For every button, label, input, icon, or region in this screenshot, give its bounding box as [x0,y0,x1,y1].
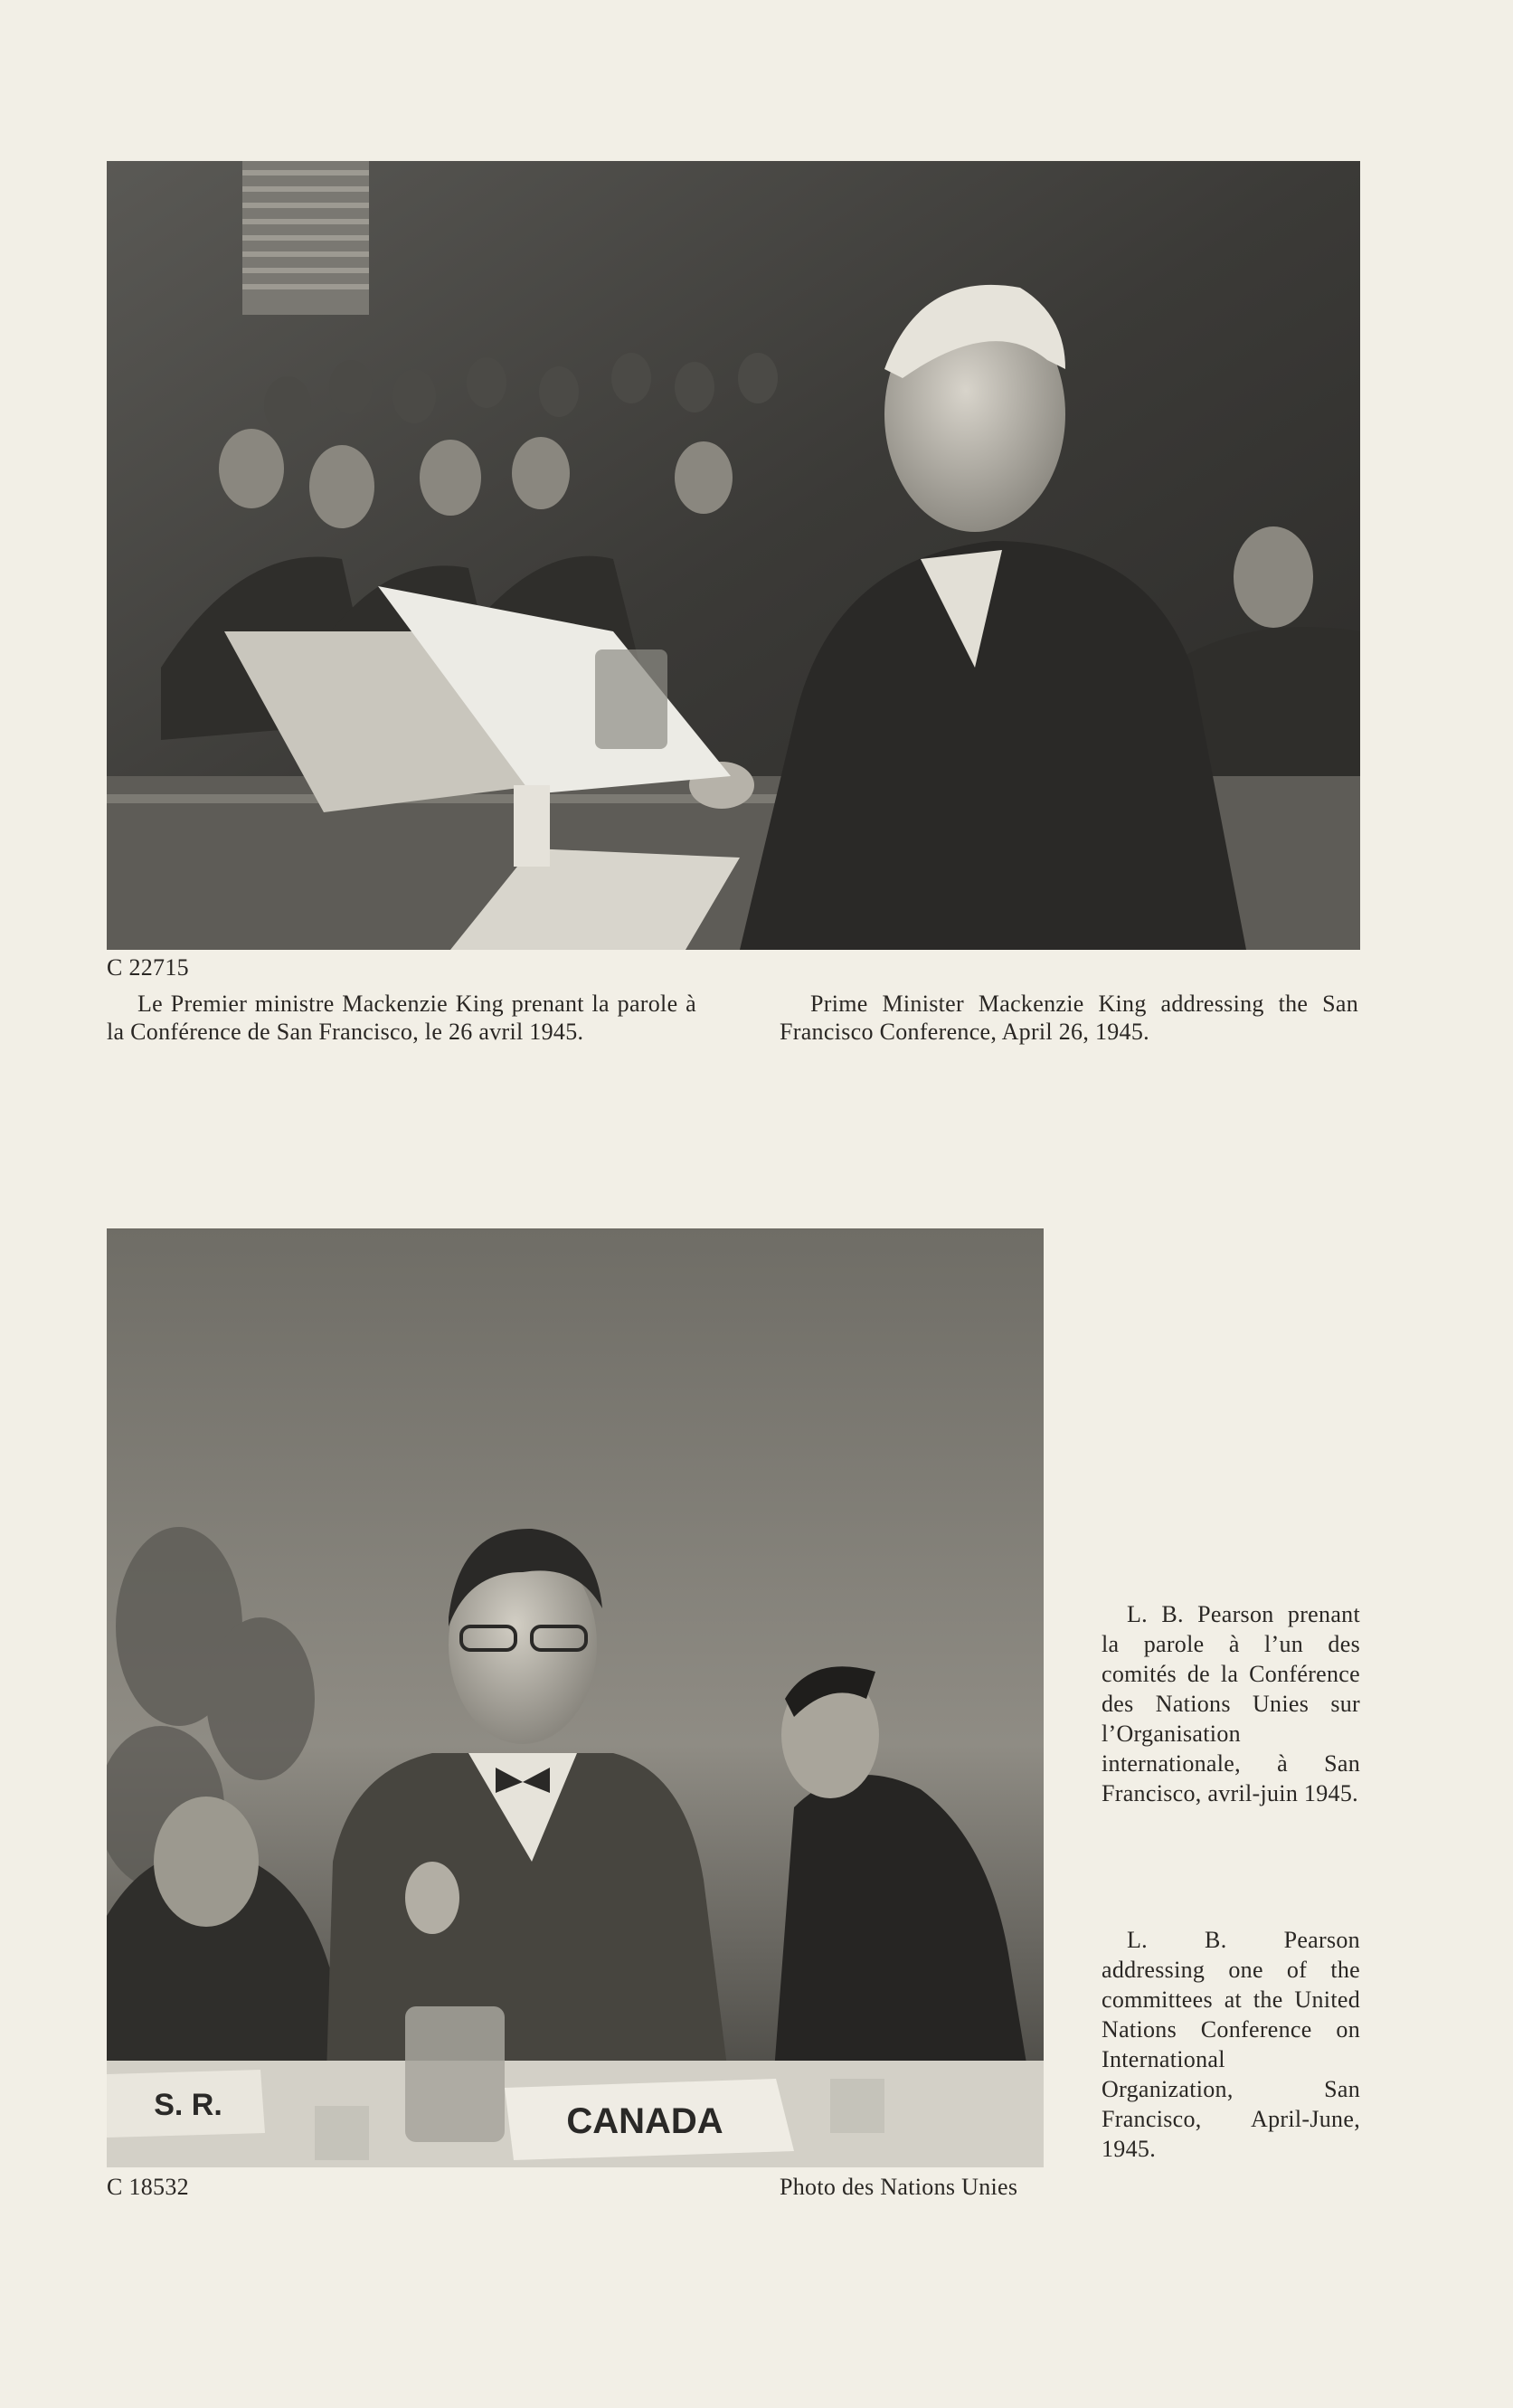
photo1-caption-en: Prime Minister Mackenzie King addressing the San Francisco Conference, April 26, 1945. [780,991,1358,1046]
photo-pearson-image [107,1228,1044,2167]
photo2-caption-fr: L. B. Pearson prenant la parole à l’un des comités de la Conférence des Nations Unies sur l’Organisation internationale, à San Francisco, avril-juin 1945. [1102,1601,1360,1807]
photo-mackenzie-king-image [107,161,1360,950]
photo2-caption-en: L. B. Pearson addressing one of the committees at the United Nations Conference on International Organization, San Francisco, April-June, 1945. [1102,1927,1360,2163]
photo-mackenzie-king [107,161,1360,950]
photo-pearson [107,1228,1044,2167]
photo1-caption-fr: Le Premier ministre Mackenzie King prenant la parole à la Conférence de San Francisco, le 26 avril 1945. [107,991,696,1046]
photo2-reference: C 18532 [107,2174,189,2200]
photo1-reference: C 22715 [107,954,189,981]
photo-credit: Photo des Nations Unies [780,2174,1018,2200]
placard-left: S. R. [154,2088,222,2122]
placard-canada: CANADA [566,2101,723,2141]
